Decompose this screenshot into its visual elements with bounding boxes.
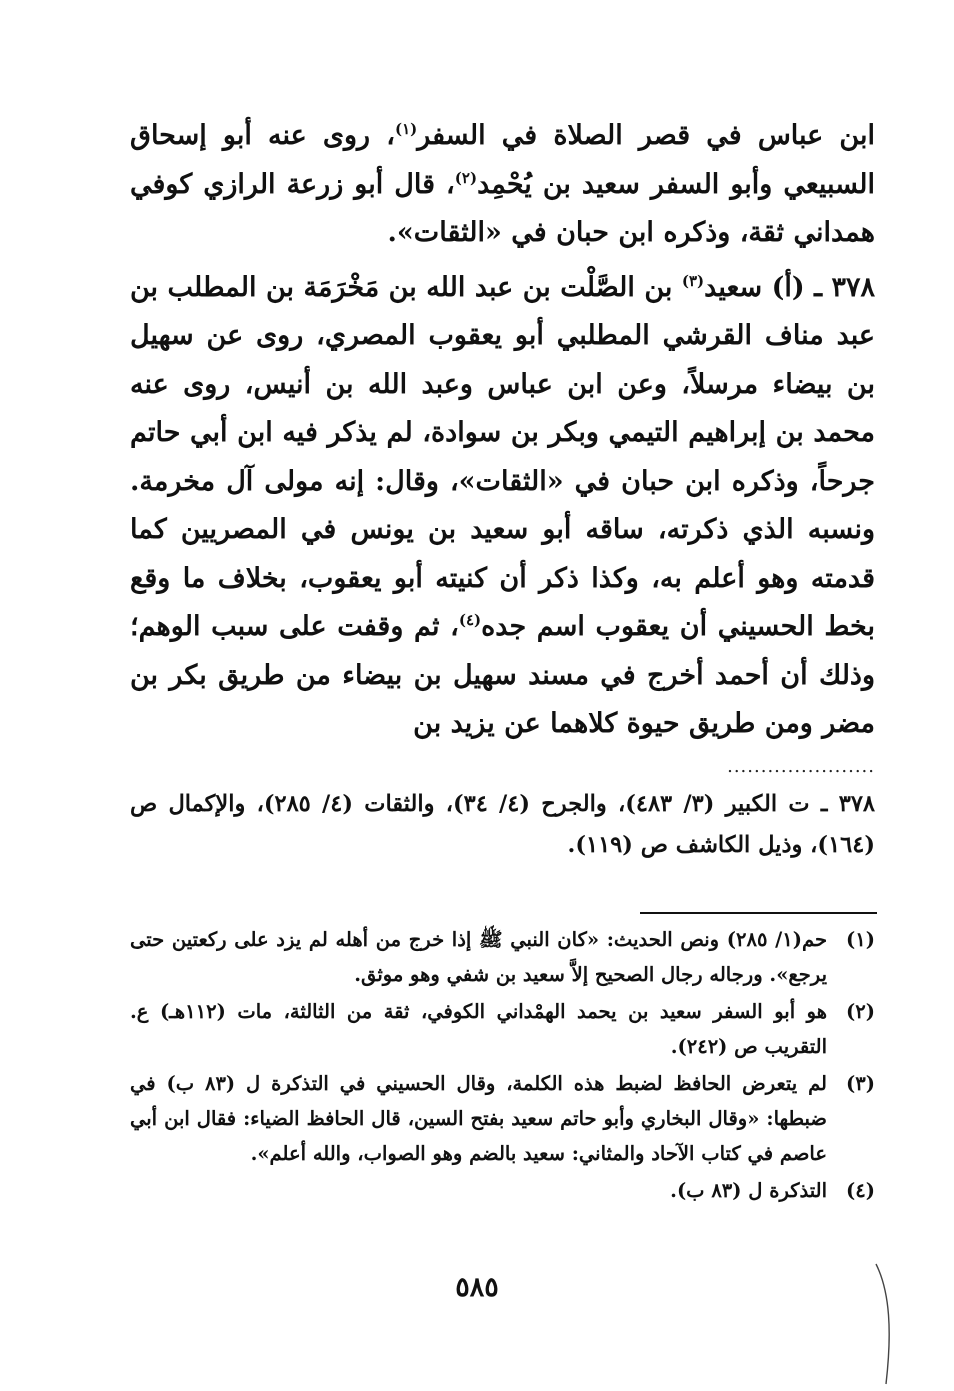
footnote-text: حم(١/ ٢٨٥) ونص الحديث: «كان النبي ﷺ إذا خرج من أهله لم يزد على ركعتين حتى يرجع». ورجاله رجال الصحيح إلاَّ سعيد بن شفي وهو موثق. xyxy=(130,928,827,986)
footnote-ref-3: (٣) xyxy=(681,271,705,290)
text-run: ، روى عنه أبو إسحاق السبيعي وأبو السفر سعيد بن يُحْمِد xyxy=(130,120,875,200)
page-edge-mark xyxy=(868,1262,908,1387)
paragraph-1 xyxy=(130,112,875,258)
references-block xyxy=(130,784,875,866)
page-number: ٥٨٥ xyxy=(455,1272,499,1303)
footnote-item xyxy=(130,1173,875,1208)
text-run: ابن عباس في قصر الصلاة في السفر xyxy=(417,120,875,151)
footnote-rule xyxy=(640,912,877,914)
footnote-item xyxy=(130,922,875,992)
text-run: ، ثم وقفت على سبب الوهم؛ وذلك أن أحمد أخرج في مسند سهيل بن بيضاء من طريق بكر بن مضر ومن طريق حيوة كلاهما عن يزيد بن xyxy=(130,611,875,739)
footnote-ref-4: (٤) xyxy=(458,611,482,629)
footnote-number: (٤) xyxy=(846,1179,875,1202)
footnote-text: التذكرة ل (٨٣ ب). xyxy=(670,1179,827,1202)
footnote-number: (٢) xyxy=(846,1000,875,1023)
footnote-text: هو أبو السفر سعيد بن يحمد الهمْداني الكوفي، ثقة من الثالثة، مات (١١٢هـ) ع. التقريب ص (٢٤٢). xyxy=(130,1000,827,1058)
dotted-separator: ...................... xyxy=(727,756,875,777)
text-run: بن الصَّلْت بن عبد الله بن مَخْرَمَة بن المطلب بن عبد مناف القرشي المطلبي أبو يعقوب المصري، روى عن سهيل بن بيضاء مرسلاً، وعن ابن عباس وعبد الله بن أنيس، روى عنه محمد بن إبراهيم التيمي وبكر بن سوادة، لم يذكر فيه ابن أبي حاتم جرحاً، وذكره ابن حبان في «الثقات»، وقال: إنه مولى آل مخرمة. ونسبه الذي ذكرته، ساقه أبو سعيد بن يونس في المصريين كما قدمته وهو أعلم به، وكذا ذكر أن كنيته أبو يعقوب، بخلاف ما وقع بخط الحسيني أن يعقوب اسم جده xyxy=(130,271,875,642)
footnote-ref-1: (١) xyxy=(394,120,418,138)
main-text xyxy=(130,112,875,749)
footnote-item xyxy=(130,1066,875,1171)
footnote-number: (١) xyxy=(846,928,875,951)
references-text: ٣٧٨ ـ ت الكبير (٣/ ٤٨٣)، والجرح (٤/ ٣٤)، والثقات (٤/ ٢٨٥)، والإكمال ص (١٦٤)، وذيل الكاشف ص (١١٩). xyxy=(130,791,875,858)
footnotes xyxy=(130,922,875,1210)
text-run: ، قال أبو زرعة الرازي كوفي همداني ثقة، وذكره ابن حبان في «الثقات». xyxy=(130,168,875,248)
footnote-text: لم يتعرض الحافظ لضبط هذه الكلمة، وقال الحسيني في التذكرة ل (٨٣ ب) في ضبطها: «وقال البخاري وأبو حاتم سعيد بفتح السين، قال الحافظ الضياء: فقال ابن أبي عاصم في كتاب الآحاد والمثاني: سعيد بالضم وهو الصواب، والله أعلم». xyxy=(130,1072,827,1165)
footnote-item xyxy=(130,994,875,1064)
entry-number: ٣٧٨ ـ (أ) سعيد xyxy=(704,271,875,303)
footnote-number: (٣) xyxy=(846,1072,875,1095)
paragraph-entry-378 xyxy=(130,264,875,749)
footnote-ref-2: (٢) xyxy=(454,168,478,187)
